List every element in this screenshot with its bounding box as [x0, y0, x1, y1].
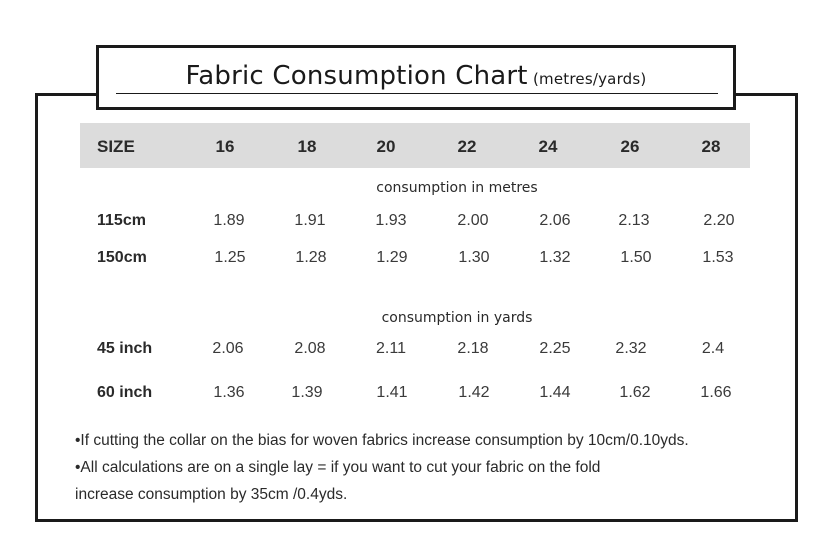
- table-cell: 1.50: [620, 249, 652, 266]
- table-cell: 2.06: [212, 340, 244, 357]
- table-cell: 1.29: [376, 249, 408, 266]
- row-label-60-inch: 60 inch: [97, 384, 153, 401]
- table-cell: 2.32: [615, 340, 647, 357]
- section-label-yards: consumption in yards: [381, 310, 533, 326]
- table-cell: 2.25: [539, 340, 571, 357]
- table-cell: 1.66: [700, 384, 732, 401]
- header-size-28: 28: [701, 137, 721, 156]
- row-label-150cm: 150cm: [97, 249, 147, 266]
- table-cell: 1.44: [539, 384, 571, 401]
- header-size-26: 26: [620, 137, 640, 156]
- table-cell: 1.32: [539, 249, 571, 266]
- table-header-bar: [80, 123, 750, 168]
- row-label-45-inch: 45 inch: [97, 340, 153, 357]
- table-cell: 1.36: [213, 384, 245, 401]
- row-label-115cm: 115cm: [97, 212, 146, 229]
- table-cell: 2.08: [294, 340, 326, 357]
- table-cell: 2.00: [457, 212, 489, 229]
- section-label-metres: consumption in metres: [376, 180, 538, 196]
- note-fold-consumption: increase consumption by 35cm /0.4yds.: [75, 486, 348, 503]
- header-size-24: 24: [538, 137, 558, 156]
- table-cell: 1.28: [295, 249, 327, 266]
- chart-title-units: (metres/yards): [533, 70, 647, 88]
- table-cell: 1.42: [458, 384, 490, 401]
- table-cell: 1.25: [214, 249, 246, 266]
- note-bias-collar: •If cutting the collar on the bias for woven fabrics increase consumption by 10cm/0.10yds.: [75, 432, 689, 449]
- table-cell: 1.89: [213, 212, 245, 229]
- title-underline: [116, 93, 718, 94]
- table-cell: 1.91: [294, 212, 326, 229]
- table-cell: 2.18: [457, 340, 489, 357]
- table-cell: 1.30: [458, 249, 490, 266]
- header-size-label: SIZE: [97, 137, 135, 156]
- table-cell: 2.13: [618, 212, 650, 229]
- table-cell: 1.93: [375, 212, 407, 229]
- table-cell: 2.06: [539, 212, 571, 229]
- table-cell: 2.20: [703, 212, 735, 229]
- table-cell: 2.4: [701, 340, 725, 357]
- chart-title: [99, 61, 733, 91]
- header-size-16: 16: [215, 137, 235, 156]
- table-cell: 1.53: [702, 249, 734, 266]
- note-single-lay: •All calculations are on a single lay = if you want to cut your fabric on the fold: [75, 459, 601, 476]
- header-size-20: 20: [376, 137, 396, 156]
- header-size-22: 22: [457, 137, 477, 156]
- table-cell: 1.62: [619, 384, 651, 401]
- table-cell: 2.11: [376, 340, 406, 357]
- header-size-18: 18: [297, 137, 317, 156]
- title-box: [96, 45, 736, 110]
- table-cell: 1.41: [376, 384, 408, 401]
- table-cell: 1.39: [291, 384, 323, 401]
- chart-title-main: Fabric Consumption Chart: [185, 61, 528, 91]
